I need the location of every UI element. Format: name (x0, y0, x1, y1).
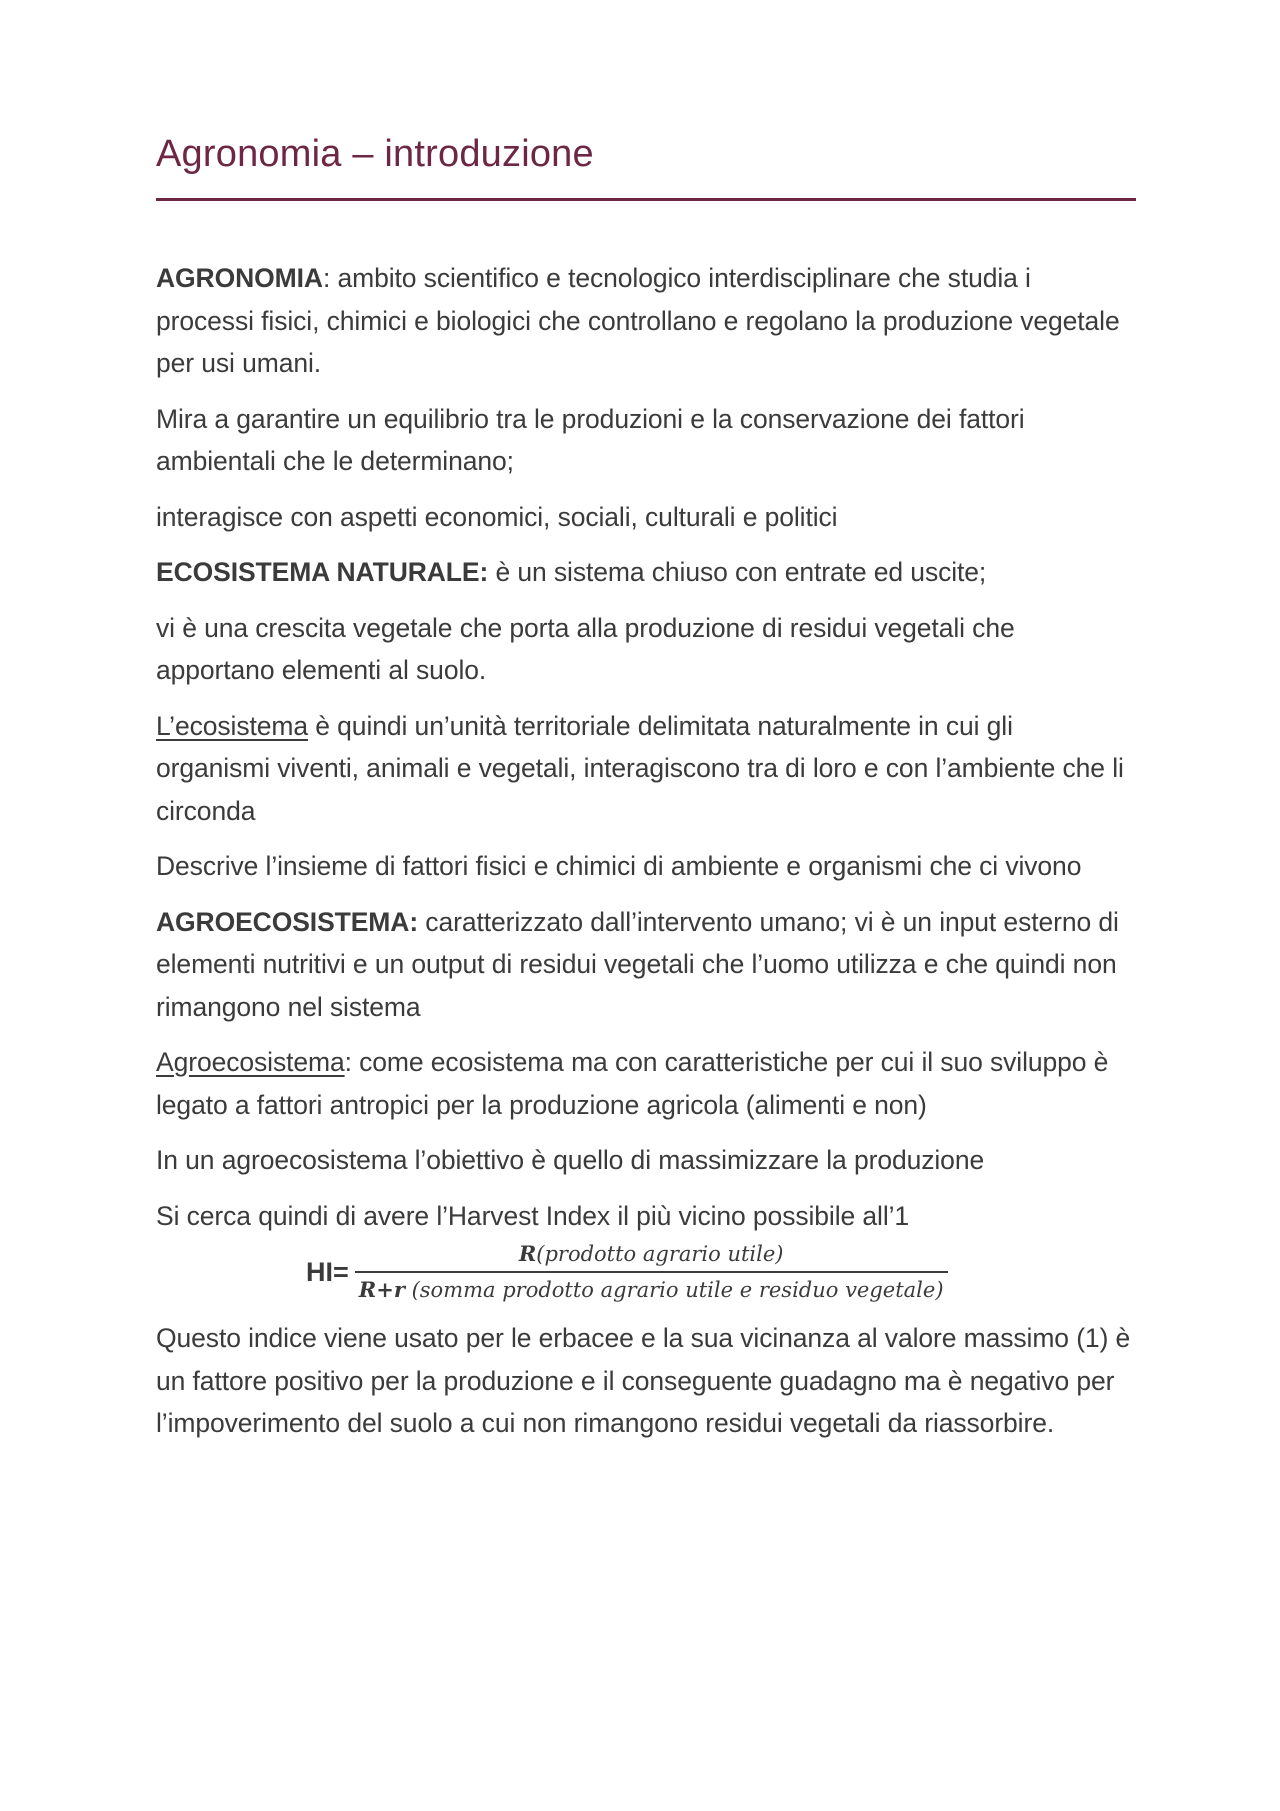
term-ecosistema: L’ecosistema (156, 710, 308, 741)
paragraph-text: Questo indice viene usato per le erbacee e la sua vicinanza al valore massimo (1) è un fattore positivo per la produzione e il conseguente guadagno ma è negativo per l’impoverimento del suolo a cui non rimangono residui vegetali da riassorbire. (156, 1323, 1131, 1438)
formula-denominator (355, 1273, 948, 1303)
document-page (156, 128, 1136, 1458)
term-agroecosistema-bold: AGROECOSISTEMA: (156, 906, 419, 937)
denominator-symbol: R+r (358, 1277, 405, 1302)
paragraph-harvest-index (156, 1195, 1134, 1238)
paragraph-text: : ambito scientifico e tecnologico interdisciplinare che studia i processi fisici, chimici e biologici che controllano e regolano la produzione vegetale per usi umani. (156, 263, 1120, 378)
paragraph-interagisce (156, 496, 1134, 539)
paragraph-text: è un sistema chiuso con entrate ed uscite; (488, 557, 987, 587)
formula-label: HI= (306, 1256, 349, 1287)
paragraph-agronomia (156, 257, 1134, 385)
paragraph-obiettivo (156, 1139, 1134, 1182)
numerator-text: (prodotto agrario utile) (536, 1242, 784, 1266)
term-ecosistema-naturale: ECOSISTEMA NATURALE: (156, 557, 489, 587)
formula-fraction (355, 1241, 948, 1303)
paragraph-text: Mira a garantire un equilibrio tra le produzioni e la conservazione dei fattori ambientali che le determinano; (156, 403, 1025, 476)
page-title: Agronomia – introduzione (156, 133, 594, 175)
paragraph-crescita-vegetale (156, 607, 1134, 692)
paragraph-agroecosistema-definizione (156, 1041, 1134, 1126)
paragraph-text: interagisce con aspetti economici, sociali, culturali e politici (156, 501, 838, 532)
paragraph-text: : come ecosistema ma con caratteristiche per cui il suo sviluppo è legato a fattori antropici per la produzione agricola (alimenti e non) (156, 1047, 1109, 1120)
paragraph-text: Descrive l’insieme di fattori fisici e chimici di ambiente e organismi che ci vivono (156, 851, 1082, 881)
formula-numerator (515, 1241, 788, 1271)
paragraph-text: caratterizzato dall’intervento umano; vi è un input esterno di elementi nutritivi e un output di residui vegetali che l’uomo utilizza e che quindi non rimangono nel sistema (156, 906, 1119, 1022)
paragraph-text: Si cerca quindi di avere l’Harvest Index il più vicino possibile all’1 (156, 1200, 910, 1231)
paragraph-agroecosistema (156, 901, 1134, 1029)
paragraph-text: vi è una crescita vegetale che porta alla produzione di residui vegetali che apportano elementi al suolo. (156, 612, 1015, 685)
paragraph-text: In un agroecosistema l’obiettivo è quello di massimizzare la produzione (156, 1145, 985, 1175)
numerator-symbol: R (518, 1241, 537, 1266)
paragraph-text: è quindi un’unità territoriale delimitata naturalmente in cui gli organismi viventi, animali e vegetali, interagiscono tra di loro e con l’ambiente che li circonda (156, 710, 1124, 826)
term-agronomia: AGRONOMIA (156, 263, 323, 293)
paragraph-descrive (156, 845, 1134, 888)
denominator-text: (somma prodotto agrario utile e residuo vegetale) (404, 1278, 944, 1302)
document-body (156, 257, 1134, 1445)
title-divider (156, 198, 1136, 201)
term-agroecosistema-underline: Agroecosistema (156, 1047, 345, 1077)
harvest-index-formula (306, 1241, 1134, 1303)
paragraph-ecosistema-definizione (156, 705, 1134, 833)
paragraph-ecosistema-naturale (156, 551, 1134, 594)
paragraph-indice-uso (156, 1317, 1134, 1445)
paragraph-equilibrio (156, 398, 1134, 483)
